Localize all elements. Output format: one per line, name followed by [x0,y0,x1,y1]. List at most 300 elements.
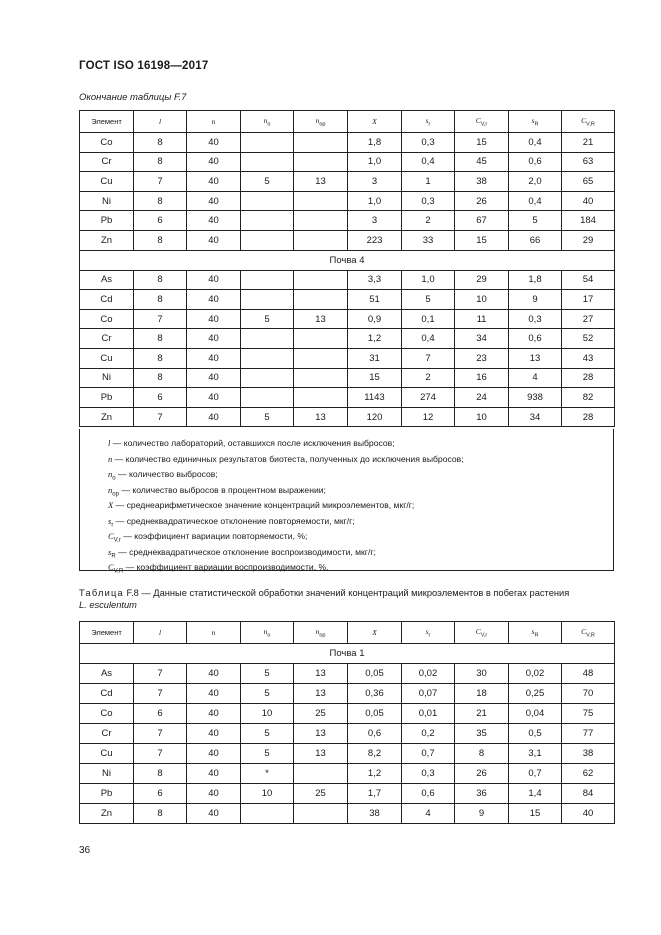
table-cell: 82 [562,388,615,408]
table-cell: 7 [134,664,187,684]
table-cell: 0,4 [509,191,562,211]
table-cell [241,388,294,408]
table-cell: As [80,664,134,684]
table-cell: 30 [455,664,509,684]
table-body-b [80,270,615,427]
table-row [80,368,615,388]
table-cell: 7 [134,684,187,704]
table-cell: 40 [562,804,615,824]
col-nop: $n_{op}$ [294,111,348,133]
table-cell: 0,6 [509,152,562,172]
table-cell: 75 [562,704,615,724]
table-cell [294,211,348,231]
table-cell: 15 [348,368,402,388]
table-cell [241,804,294,824]
table-cell: 5 [241,172,294,192]
table-cell: 40 [187,230,241,250]
legend-text: — количество выбросов; [115,469,218,479]
table-cell: 1 [402,172,455,192]
table-cell: 0,2 [402,724,455,744]
table-cell: 40 [187,309,241,329]
legend-notes [79,429,614,575]
table-cell: 13 [294,724,348,744]
table-cell [294,329,348,349]
col-no: $n_o$ [241,111,294,133]
table-cell: 0,36 [348,684,402,704]
table-cell: 5 [241,744,294,764]
table-continuation-caption: Окончание таблицы F.7 [79,92,187,103]
table-body-a [80,133,615,251]
table-cell: 1,0 [348,191,402,211]
table-cell: 51 [348,290,402,310]
table-cell: 1,2 [348,764,402,784]
table-cell: 0,4 [402,329,455,349]
col-sR: $s_R$ [509,111,562,133]
table-cell: 40 [187,744,241,764]
table-row [80,664,615,684]
table-cell: Ni [80,191,134,211]
table-cell: 34 [455,329,509,349]
table-cell [294,764,348,784]
table-cell: 1,7 [348,784,402,804]
table-cell: Cu [80,744,134,764]
legend-item [108,499,414,516]
table-cell: 274 [402,388,455,408]
table-cell: 38 [455,172,509,192]
col-sr: $s_r$ [402,111,455,133]
table-cell: 1,2 [348,329,402,349]
table-cell: 15 [455,230,509,250]
table-cell: 26 [455,191,509,211]
table-cell: 13 [294,407,348,427]
section-title: Почва 1 [80,644,615,664]
table-cell: 13 [294,744,348,764]
table-cell: 40 [187,664,241,684]
table-cell [294,152,348,172]
table-cell: 0,07 [402,684,455,704]
table-cell: Zn [80,804,134,824]
legend-item [108,453,464,470]
table-cell: 184 [562,211,615,231]
legend-symbol: s [108,546,112,557]
col-nop: $n_{op}$ [294,622,348,644]
table-cell: Pb [80,388,134,408]
table-cell: 84 [562,784,615,804]
table-cell: 36 [455,784,509,804]
table-cell: 0,04 [509,704,562,724]
table-header-row [80,622,615,644]
legend-symbol: n [108,469,113,479]
col-x: X [348,622,402,644]
col-n: n [187,622,241,644]
table-cell: 8,2 [348,744,402,764]
section-row-group [80,250,615,270]
col-cvr: $C_{V,r}$ [455,111,509,133]
legend-symbol: n [108,484,113,495]
table-cell: 7 [134,744,187,764]
table-cell: 10 [455,407,509,427]
legend-symbol: s [108,515,112,526]
table-cell: Cr [80,724,134,744]
col-cvr: $C_{V,r}$ [455,622,509,644]
table-cell: 40 [187,211,241,231]
table-cell: 1,8 [348,133,402,153]
table-cell: 29 [455,270,509,290]
table-cell: 8 [134,368,187,388]
table-cell: 0,9 [348,309,402,329]
table-cell: 21 [455,704,509,724]
table-row [80,211,615,231]
table-cell: Co [80,133,134,153]
table-row [80,152,615,172]
table-cell [241,368,294,388]
col-cvR: $C_{V,R}$ [562,111,615,133]
col-l: l [134,622,187,644]
table-cell: 2 [402,211,455,231]
table-cell: Cd [80,290,134,310]
table-cell: 3 [348,211,402,231]
section-row [80,250,615,270]
table-cell: Cu [80,172,134,192]
table-cell: 4 [509,368,562,388]
legend-symbol-subscript: o [112,475,116,482]
table-cell: 5 [241,724,294,744]
table-cell: 223 [348,230,402,250]
table-cell [294,804,348,824]
table-cell: 67 [455,211,509,231]
table-cell: 40 [562,191,615,211]
table-cell: Ni [80,368,134,388]
table-cell: 21 [562,133,615,153]
table-cell: 40 [187,348,241,368]
table-cell: 5 [241,684,294,704]
legend-item [108,484,326,501]
table-cell: 5 [241,309,294,329]
table-cell: 7 [402,348,455,368]
table-row [80,309,615,329]
table-cell: 40 [187,329,241,349]
table-cell [241,290,294,310]
table-cell: 8 [134,804,187,824]
table-cell: 29 [562,230,615,250]
table-cell [294,191,348,211]
table-cell: 13 [509,348,562,368]
table-cell [294,230,348,250]
col-sr: $s_r$ [402,622,455,644]
col-element: Элемент [80,622,134,644]
table-cell: 25 [294,784,348,804]
table-cell: 8 [134,191,187,211]
table-row [80,329,615,349]
table-cell: Cr [80,152,134,172]
table-cell: 0,01 [402,704,455,724]
table-cell: Co [80,704,134,724]
table-row [80,684,615,704]
legend-item [108,546,376,563]
caption-label: Таблица [79,588,124,598]
table-cell [294,133,348,153]
table-cell [241,152,294,172]
table-cell: 16 [455,368,509,388]
table-cell: 7 [134,172,187,192]
table-cell: 38 [562,744,615,764]
table-cell: 3,1 [509,744,562,764]
table-cell: 0,3 [402,133,455,153]
table-cell: 18 [455,684,509,704]
legend-text: — коэффициент вариации воспроизводимости, %. [123,562,329,572]
table-cell: 12 [402,407,455,427]
col-no: $n_o$ [241,622,294,644]
table-cell: 13 [294,172,348,192]
table-cell: 40 [187,804,241,824]
table-cell: 120 [348,407,402,427]
table-cell: 34 [509,407,562,427]
table-cell: Pb [80,211,134,231]
section-title: Почва 4 [80,250,615,270]
table-cell: 13 [294,664,348,684]
legend-symbol: n [108,453,113,464]
legend-text: — количество выбросов в процентном выражении; [118,484,326,495]
table-cell: 1,0 [402,270,455,290]
table-cell: 7 [134,309,187,329]
table-cell [241,191,294,211]
table-cell: 17 [562,290,615,310]
table-cell: Ni [80,764,134,784]
table-body [80,664,615,824]
caption-species: L. esculentum [79,599,137,610]
table-cell: 63 [562,152,615,172]
table-cell: Zn [80,230,134,250]
table-cell: 70 [562,684,615,704]
table-cell: 28 [562,368,615,388]
table-cell: 0,6 [348,724,402,744]
table-cell: 66 [509,230,562,250]
table-row [80,407,615,427]
table-cell: 6 [134,211,187,231]
table-row [80,348,615,368]
table-cell: Cu [80,348,134,368]
table-cell: 0,4 [509,133,562,153]
table-cell: 10 [241,704,294,724]
table-cell: 40 [187,724,241,744]
table-cell: 1143 [348,388,402,408]
table-cell: 7 [134,407,187,427]
table-cell: 48 [562,664,615,684]
table-cell: 8 [134,290,187,310]
table-cell: 40 [187,368,241,388]
table-cell: 1,4 [509,784,562,804]
legend-item [108,468,218,485]
table-cell [294,270,348,290]
table-row [80,172,615,192]
table-cell: 3 [348,172,402,192]
table-cell: 4 [402,804,455,824]
table-row [80,704,615,724]
table-row [80,784,615,804]
page-number: 36 [79,845,91,856]
table-cell: 2,0 [509,172,562,192]
table-cell: 15 [455,133,509,153]
table-cell: 1,8 [509,270,562,290]
col-x: X [348,111,402,133]
table-cell: 0,3 [509,309,562,329]
table-cell: 40 [187,388,241,408]
table-cell [241,329,294,349]
table-cell: 28 [562,407,615,427]
table-cell: 25 [294,704,348,724]
table-cell: 8 [134,133,187,153]
table-cell [294,348,348,368]
table-cell: 0,3 [402,191,455,211]
table-cell [241,270,294,290]
table-cell: 40 [187,191,241,211]
legend-symbol-subscript: r [111,522,114,529]
table-cell: 9 [509,290,562,310]
table-cell: 65 [562,172,615,192]
legend-text: — среднеквадратическое отклонение повторяемости, мкг/г; [113,515,355,526]
table-cell: 40 [187,290,241,310]
table-cell: Cd [80,684,134,704]
table-cell: 45 [455,152,509,172]
table-cell: 33 [402,230,455,250]
legend-text: — количество единичных результатов биотеста, полученных до исключения выбросов; [112,453,464,464]
legend-item [108,561,329,578]
table-cell: 40 [187,152,241,172]
table-cell: 13 [294,309,348,329]
table-cell: 40 [187,784,241,804]
col-cvR: $C_{V,R}$ [562,622,615,644]
table-cell: 26 [455,764,509,784]
table-row [80,388,615,408]
table-cell: 27 [562,309,615,329]
table-cell: Pb [80,784,134,804]
table-cell [294,368,348,388]
table-cell: 6 [134,704,187,724]
table-cell: 40 [187,764,241,784]
table-cell: 15 [509,804,562,824]
table-row [80,133,615,153]
table-cell: 3,3 [348,270,402,290]
table-cell: 6 [134,388,187,408]
table-f8-caption [79,588,614,611]
table-header-row [80,111,615,133]
table-row [80,191,615,211]
table-cell: 7 [134,724,187,744]
table-cell: 35 [455,724,509,744]
table-cell: 0,05 [348,704,402,724]
table-row [80,270,615,290]
table-cell: 5 [241,407,294,427]
table-cell: 40 [187,172,241,192]
table-cell: 24 [455,388,509,408]
table-cell: 31 [348,348,402,368]
table-cell: 0,05 [348,664,402,684]
table-cell: Co [80,309,134,329]
table-cell: 8 [134,764,187,784]
table-cell [241,211,294,231]
table-cell [294,388,348,408]
table-cell: 8 [134,270,187,290]
table-row [80,764,615,784]
table-cell: 38 [348,804,402,824]
table-cell: 52 [562,329,615,349]
table-cell: 0,6 [509,329,562,349]
legend-symbol: C [108,562,114,572]
table-cell: 40 [187,270,241,290]
table-cell: 40 [187,407,241,427]
table-cell: 0,3 [402,764,455,784]
standard-number: ГОСТ ISO 16198—2017 [79,60,209,72]
caption-text: F.8 — Данные статистической обработки значений концентраций микроэлементов в побегах растения [123,588,570,598]
legend-text: — количество лабораторий, оставшихся после исключения выбросов; [110,438,395,448]
legend-symbol-subscript: V,R [113,568,124,575]
table-row [80,724,615,744]
table-cell [294,290,348,310]
legend-symbol-subscript: op [112,491,119,498]
table-row [80,230,615,250]
table-cell: Zn [80,407,134,427]
table-cell: 62 [562,764,615,784]
table-cell [241,348,294,368]
table-cell: As [80,270,134,290]
table-cell: 8 [134,152,187,172]
legend-text: — среднеквадратическое отклонение воспроизводимости, мкг/г; [115,546,376,557]
legend-text: — коэффициент вариации повторяемости, %; [120,531,308,541]
table-cell: 9 [455,804,509,824]
table-cell: 0,7 [402,744,455,764]
legend-symbol: l [108,438,111,448]
col-n: n [187,111,241,133]
table-cell: 938 [509,388,562,408]
legend-item [108,530,307,547]
table-cell: 23 [455,348,509,368]
table-cell: 0,25 [509,684,562,704]
legend-symbol: X [108,500,114,510]
table-cell: 6 [134,784,187,804]
col-element: Элемент [80,111,134,133]
legend-text: — среднеарифметическое значение концентраций микроэлементов, мкг/г; [113,500,415,510]
table-cell: 0,4 [402,152,455,172]
legend-symbol: C [108,531,114,541]
section-row-group [80,644,615,664]
legend-symbol-subscript: R [111,553,116,560]
table-cell: 40 [187,684,241,704]
table-row [80,804,615,824]
table-cell: 0,7 [509,764,562,784]
table-cell: 0,02 [509,664,562,684]
section-row [80,644,615,664]
table-cell: 40 [187,133,241,153]
table-cell: Cr [80,329,134,349]
table-cell: 0,6 [402,784,455,804]
table-f8 [79,621,615,824]
table-cell: 11 [455,309,509,329]
table-cell: 8 [134,230,187,250]
table-cell: 8 [134,329,187,349]
table-cell: 77 [562,724,615,744]
table-cell: 5 [241,664,294,684]
table-cell: 13 [294,684,348,704]
table-cell: 2 [402,368,455,388]
table-cell: 0,02 [402,664,455,684]
col-l: l [134,111,187,133]
legend-item [108,437,395,454]
table-cell: * [241,764,294,784]
table-cell: 0,1 [402,309,455,329]
table-f7 [79,110,615,427]
table-cell: 54 [562,270,615,290]
table-cell: 8 [455,744,509,764]
